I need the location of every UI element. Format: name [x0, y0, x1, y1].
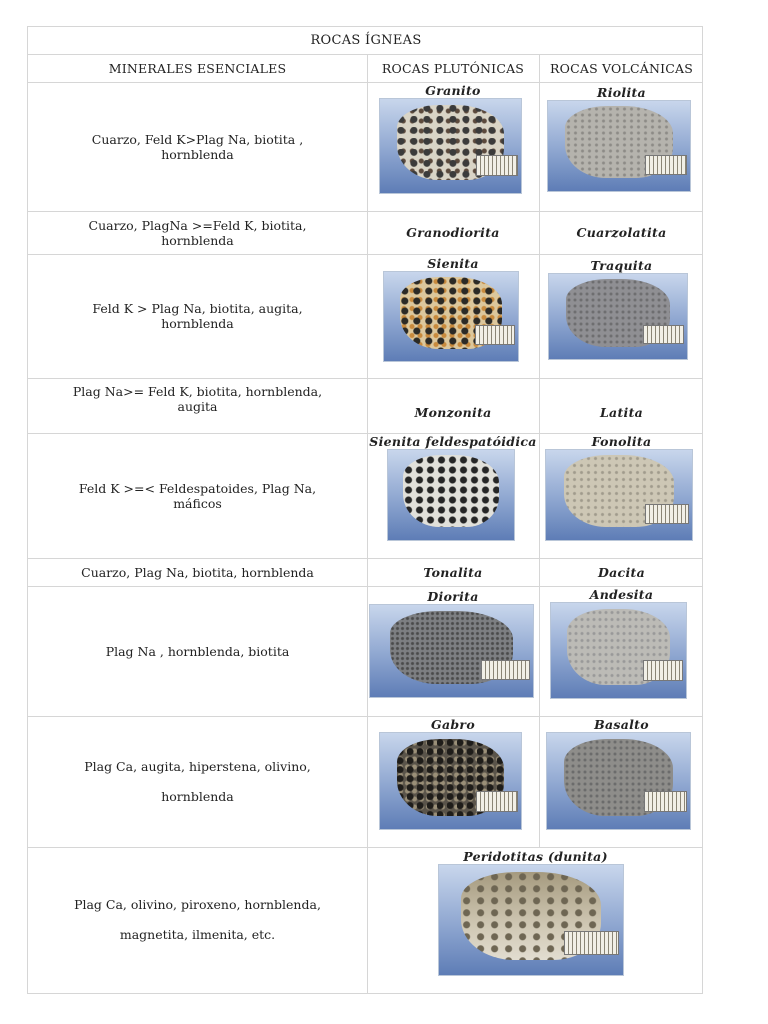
- merged-rock-name: Peridotitas (dunita): [463, 848, 608, 864]
- minerals-cell: Plag Na , hornblenda, biotita: [105, 643, 290, 659]
- ruler-scale: [644, 791, 687, 812]
- ruler-scale: [476, 791, 518, 812]
- volcanic-rock-name: Cuarzolatita: [576, 225, 667, 240]
- plutonic-rock-name: Sienita feldespatóidica: [369, 433, 537, 449]
- minerals-cell: Plag Na>= Feld K, biotita, hornblenda, augita: [72, 384, 323, 414]
- minerals-cell: Cuarzo, Plag Na, biotita, hornblenda: [81, 564, 314, 580]
- table-title: ROCAS ÍGNEAS: [310, 33, 422, 48]
- plutonic-rock-name: Tonalita: [423, 564, 483, 580]
- minerals-cell: Feld K >=< Feldespatoides, Plag Na, máficos: [78, 480, 317, 511]
- volcanic-rock-name: Dacita: [598, 564, 645, 580]
- minerals-cell: Feld K > Plag Na, biotita, augita, hornblenda: [92, 301, 303, 331]
- ruler-scale: [481, 660, 530, 680]
- plutonic-rock-name: Diorita: [427, 588, 479, 604]
- rock-specimen: [403, 455, 499, 527]
- minerals-cell: [28, 716, 367, 847]
- minerals-cell: [28, 847, 367, 993]
- plutonic-rock-name: Sienita: [427, 255, 479, 271]
- header-plutonic: ROCAS PLUTÓNICAS: [381, 60, 525, 76]
- fonolita-photo: [545, 449, 693, 541]
- igneous-rocks-table: [27, 26, 703, 994]
- ruler-scale: [476, 155, 518, 176]
- granito-photo: [379, 98, 522, 194]
- ruler-scale: [645, 504, 689, 524]
- minerals-line: magnetita, ilmenita, etc.: [119, 927, 276, 942]
- plutonic-rock-name: Granodiorita: [406, 225, 500, 240]
- volcanic-rock-name: Fonolita: [591, 433, 652, 449]
- andesita-photo: [550, 602, 687, 699]
- sienita-feldespatoidica-photo: [387, 449, 515, 541]
- peridotita-photo: [438, 864, 624, 976]
- volcanic-rock-name: Andesita: [589, 586, 654, 602]
- volcanic-rock-name: Latita: [599, 404, 644, 420]
- minerals-line: Plag Ca, augita, hiperstena, olivino,: [84, 758, 311, 774]
- riolita-photo: [547, 100, 691, 192]
- ruler-scale: [643, 660, 684, 681]
- ruler-scale: [643, 325, 684, 344]
- ruler-scale: [475, 325, 515, 345]
- diorita-photo: [369, 604, 534, 698]
- minerals-cell: Cuarzo, PlagNa >=Feld K, biotita, hornblenda: [88, 217, 307, 248]
- plutonic-rock-name: Gabro: [431, 716, 475, 732]
- minerals-line: hornblenda: [161, 788, 234, 804]
- gabro-photo: [379, 732, 522, 830]
- volcanic-rock-name: Riolita: [597, 84, 646, 100]
- plutonic-rock-name: Granito: [425, 82, 481, 98]
- ruler-scale: [645, 155, 688, 175]
- traquita-photo: [548, 273, 688, 360]
- header-volcanic: ROCAS VOLCÁNICAS: [550, 60, 693, 76]
- volcanic-rock-name: Traquita: [590, 257, 653, 273]
- header-minerals: MINERALES ESENCIALES: [108, 60, 287, 76]
- basalto-photo: [546, 732, 691, 830]
- minerals-cell: Cuarzo, Feld K>Plag Na, biotita , hornblenda: [91, 131, 304, 162]
- plutonic-rock-name: Monzonita: [414, 404, 492, 420]
- volcanic-rock-name: Basalto: [594, 716, 649, 732]
- ruler-scale: [564, 931, 619, 955]
- sienita-photo: [383, 271, 519, 362]
- minerals-line: Plag Ca, olivino, piroxeno, hornblenda,: [74, 897, 321, 912]
